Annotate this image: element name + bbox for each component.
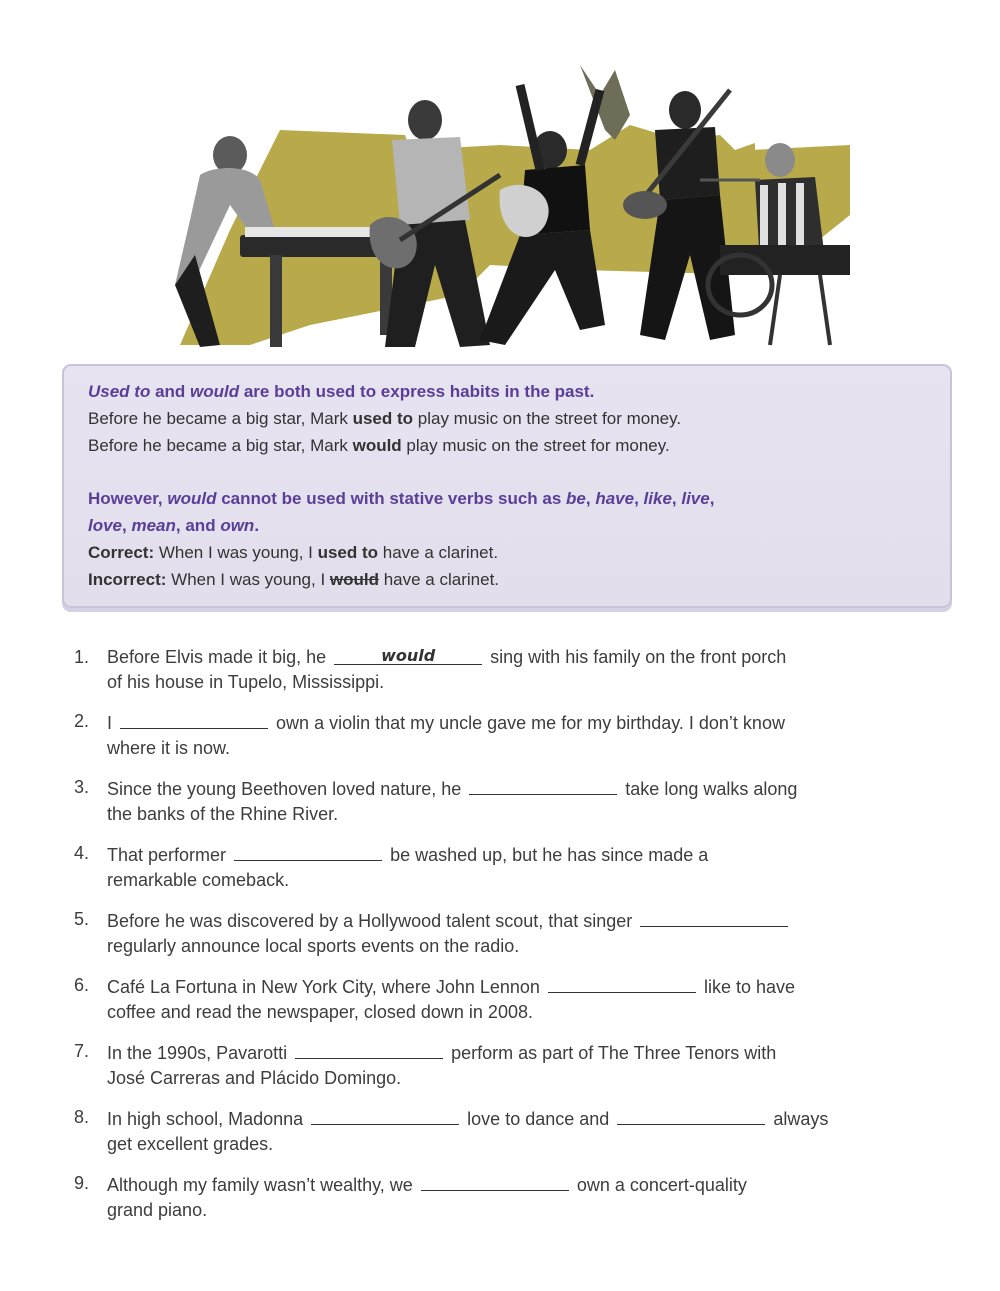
exercise-text bbox=[107, 1171, 924, 1223]
filled-answer: would bbox=[381, 646, 436, 665]
example-text: Before he became a big star, Mark bbox=[88, 436, 353, 455]
rule-sep: , bbox=[671, 489, 682, 508]
incorrect-label: Incorrect: bbox=[88, 570, 167, 589]
exercise-text bbox=[107, 1039, 924, 1091]
exercise-item bbox=[74, 973, 924, 1025]
example-keyword: used to bbox=[352, 409, 414, 428]
exercise-list bbox=[74, 645, 924, 1237]
grammar-rule-habits bbox=[88, 378, 926, 405]
exercise-item bbox=[74, 1171, 924, 1223]
exercise-text bbox=[107, 775, 924, 827]
correct-label: Correct: bbox=[88, 543, 155, 562]
example-text: have a clarinet. bbox=[379, 570, 500, 589]
answer-blank[interactable] bbox=[334, 645, 482, 665]
sentence-part: In the 1990s, Pavarotti bbox=[107, 1043, 288, 1063]
rule-sep: , bbox=[585, 489, 596, 508]
exercise-item bbox=[74, 775, 924, 827]
sentence-part: José Carreras and Plácido Domingo. bbox=[107, 1068, 402, 1088]
grammar-explanation-box bbox=[62, 364, 952, 608]
sentence-part: like to have bbox=[703, 977, 796, 997]
sentence-part: love to dance and bbox=[467, 1109, 610, 1129]
rule-sep: , and bbox=[175, 516, 221, 535]
example-correct bbox=[88, 539, 926, 566]
sentence-part: sing with his family on the front porch bbox=[490, 647, 787, 667]
exercise-text bbox=[107, 907, 924, 959]
exercise-number: 7. bbox=[74, 1041, 90, 1061]
exercise-number: 3. bbox=[74, 777, 90, 797]
rule-sep: , bbox=[634, 489, 644, 508]
sentence-part: of his house in Tupelo, Mississippi. bbox=[107, 672, 385, 692]
rule-term: live bbox=[681, 489, 710, 508]
rule-sep: . bbox=[254, 516, 260, 535]
sentence-part: own a concert-quality bbox=[576, 1175, 747, 1195]
sentence-part: perform as part of The Three Tenors with bbox=[451, 1043, 777, 1063]
sentence-part: coffee and read the newspaper, closed down in 2008. bbox=[107, 1002, 533, 1022]
answer-blank[interactable] bbox=[548, 973, 696, 993]
rule-term: love bbox=[88, 516, 123, 535]
sentence-part: Café La Fortuna in New York City, where John Lennon bbox=[107, 977, 540, 997]
exercise-item bbox=[74, 645, 924, 695]
example-text: When I was young, I bbox=[154, 543, 318, 562]
example-would bbox=[88, 432, 926, 459]
sentence-part: be washed up, but he has since made a bbox=[390, 845, 709, 865]
exercise-number: 5. bbox=[74, 909, 90, 929]
band-illustration bbox=[160, 55, 860, 347]
exercise-number: 1. bbox=[74, 647, 90, 667]
answer-blank[interactable] bbox=[295, 1039, 443, 1059]
exercise-number: 9. bbox=[74, 1173, 90, 1193]
exercise-number: 6. bbox=[74, 975, 90, 995]
sentence-part: always bbox=[773, 1109, 829, 1129]
example-keyword: used to bbox=[317, 543, 379, 562]
answer-blank[interactable] bbox=[640, 907, 788, 927]
answer-blank[interactable] bbox=[311, 1105, 459, 1125]
rule-term: own bbox=[220, 516, 255, 535]
answer-blank[interactable] bbox=[421, 1171, 569, 1191]
rule-sep: , bbox=[122, 516, 132, 535]
exercise-number: 2. bbox=[74, 711, 90, 731]
exercise-text bbox=[107, 645, 924, 695]
guitarist-right-figure bbox=[623, 90, 735, 340]
example-text: have a clarinet. bbox=[378, 543, 499, 562]
sentence-part: Since the young Beethoven loved nature, he bbox=[107, 779, 462, 799]
sentence-part: regularly announce local sports events on the radio. bbox=[107, 936, 520, 956]
answer-blank[interactable] bbox=[469, 775, 617, 795]
sentence-part: Before he was discovered by a Hollywood talent scout, that singer bbox=[107, 911, 633, 931]
grammar-rule-stative bbox=[88, 485, 926, 512]
sentence-part: I bbox=[107, 713, 113, 733]
example-keyword: would bbox=[352, 436, 402, 455]
struck-keyword: would bbox=[329, 570, 379, 589]
rule-text: and bbox=[150, 382, 191, 401]
exercise-item bbox=[74, 907, 924, 959]
exercise-text bbox=[107, 1105, 924, 1157]
exercise-text bbox=[107, 841, 924, 893]
answer-blank[interactable] bbox=[120, 709, 268, 729]
sentence-part: Although my family wasn’t wealthy, we bbox=[107, 1175, 413, 1195]
example-text: play music on the street for money. bbox=[401, 436, 670, 455]
rule-term: mean bbox=[131, 516, 176, 535]
exercise-number: 4. bbox=[74, 843, 90, 863]
example-used-to bbox=[88, 405, 926, 432]
sentence-part: grand piano. bbox=[107, 1200, 208, 1220]
example-text: Before he became a big star, Mark bbox=[88, 409, 353, 428]
sentence-part: where it is now. bbox=[107, 738, 231, 758]
grammar-rule-stative-cont bbox=[88, 512, 926, 539]
rule-term-would: would bbox=[167, 489, 217, 508]
exercise-item bbox=[74, 1105, 924, 1157]
exercise-item bbox=[74, 1039, 924, 1091]
sentence-part: Before Elvis made it big, he bbox=[107, 647, 327, 667]
exercise-item bbox=[74, 841, 924, 893]
sentence-part: the banks of the Rhine River. bbox=[107, 804, 339, 824]
example-incorrect bbox=[88, 566, 926, 593]
exercise-text bbox=[107, 973, 924, 1025]
rule-text: are both used to express habits in the past. bbox=[239, 382, 595, 401]
example-text: When I was young, I bbox=[166, 570, 330, 589]
sentence-part: In high school, Madonna bbox=[107, 1109, 304, 1129]
sentence-part: take long walks along bbox=[625, 779, 798, 799]
rule-term: have bbox=[595, 489, 635, 508]
rule-sep: , bbox=[709, 489, 715, 508]
sentence-part: get excellent grades. bbox=[107, 1134, 274, 1154]
rule-text: cannot be used with stative verbs such as bbox=[216, 489, 567, 508]
answer-blank-2[interactable] bbox=[617, 1105, 765, 1125]
rule-term-would: would bbox=[190, 382, 240, 401]
example-text: play music on the street for money. bbox=[413, 409, 682, 428]
exercise-item bbox=[74, 709, 924, 761]
rule-term-used-to: Used to bbox=[88, 382, 151, 401]
sentence-part: own a violin that my uncle gave me for my birthday. I don’t know bbox=[276, 713, 785, 733]
rule-term: be bbox=[566, 489, 586, 508]
rule-text: However, bbox=[88, 489, 168, 508]
sentence-part: That performer bbox=[107, 845, 227, 865]
exercise-number: 8. bbox=[74, 1107, 90, 1127]
answer-blank[interactable] bbox=[234, 841, 382, 861]
sentence-part: remarkable comeback. bbox=[107, 870, 290, 890]
rule-term: like bbox=[643, 489, 672, 508]
exercise-text bbox=[107, 709, 924, 761]
